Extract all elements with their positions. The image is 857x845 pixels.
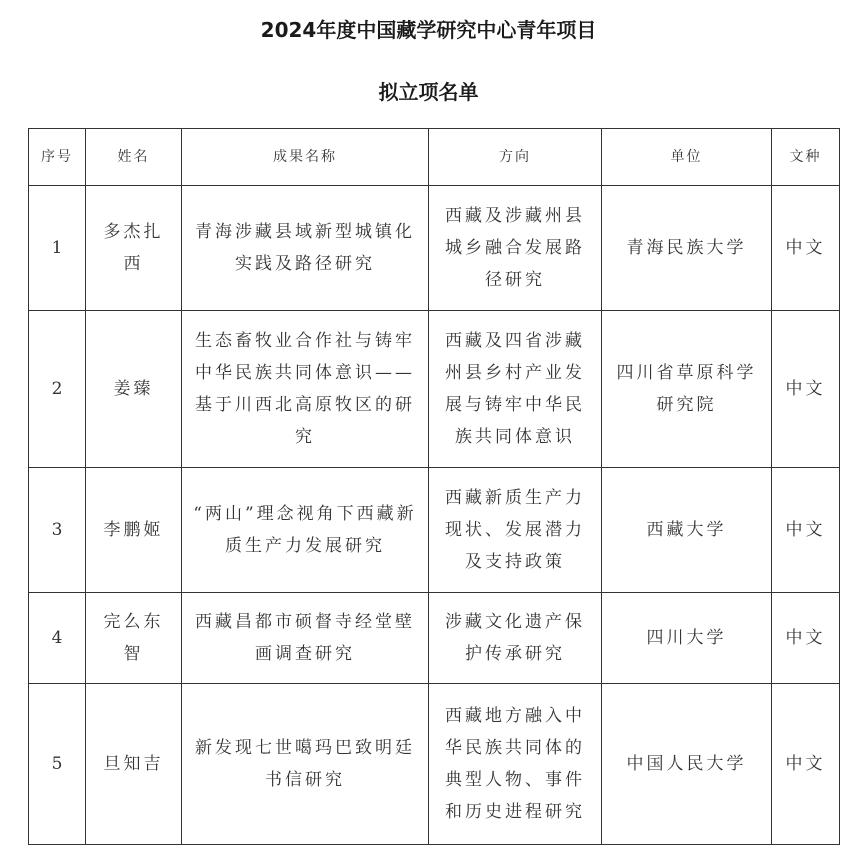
row-no: 2 (29, 311, 86, 468)
header-direction: 方向 (429, 129, 602, 186)
row-unit: 四川大学 (602, 593, 772, 684)
project-table (28, 128, 840, 845)
header-lang: 文种 (772, 129, 840, 186)
row-title: 生态畜牧业合作社与铸牢中华民族共同体意识——基于川西北高原牧区的研究 (182, 311, 429, 468)
table-row (29, 593, 840, 684)
header-title: 成果名称 (182, 129, 429, 186)
header-unit: 单位 (602, 129, 772, 186)
table-row (29, 468, 840, 593)
row-name: 李鹏姬 (86, 468, 182, 593)
row-no: 4 (29, 593, 86, 684)
row-lang: 中文 (772, 593, 840, 684)
row-unit: 西藏大学 (602, 468, 772, 593)
row-direction: 西藏及涉藏州县城乡融合发展路径研究 (429, 186, 602, 311)
row-title: 新发现七世噶玛巴致明廷书信研究 (182, 684, 429, 845)
row-direction: 西藏地方融入中华民族共同体的典型人物、事件和历史进程研究 (429, 684, 602, 845)
row-title: 西藏昌都市硕督寺经堂壁画调查研究 (182, 593, 429, 684)
row-name: 姜臻 (86, 311, 182, 468)
table-header-row (29, 129, 840, 186)
row-lang: 中文 (772, 311, 840, 468)
row-unit: 四川省草原科学研究院 (602, 311, 772, 468)
document-subtitle: 拟立项名单 (378, 80, 479, 104)
row-lang: 中文 (772, 468, 840, 593)
row-name: 完么东智 (86, 593, 182, 684)
row-title: 青海涉藏县域新型城镇化实践及路径研究 (182, 186, 429, 311)
row-unit: 中国人民大学 (602, 684, 772, 845)
table-row (29, 684, 840, 845)
row-direction: 涉藏文化遗产保护传承研究 (429, 593, 602, 684)
table-row (29, 311, 840, 468)
row-unit: 青海民族大学 (602, 186, 772, 311)
header-name: 姓名 (86, 129, 182, 186)
row-name: 旦知吉 (86, 684, 182, 845)
row-name: 多杰扎西 (86, 186, 182, 311)
row-lang: 中文 (772, 684, 840, 845)
table-row (29, 186, 840, 311)
row-no: 1 (29, 186, 86, 311)
row-direction: 西藏及四省涉藏州县乡村产业发展与铸牢中华民族共同体意识 (429, 311, 602, 468)
row-lang: 中文 (772, 186, 840, 311)
row-title: “两山”理念视角下西藏新质生产力发展研究 (182, 468, 429, 593)
row-direction: 西藏新质生产力现状、发展潜力及支持政策 (429, 468, 602, 593)
row-no: 5 (29, 684, 86, 845)
document-title: 2024年度中国藏学研究中心青年项目 (260, 18, 597, 42)
header-no: 序号 (29, 129, 86, 186)
row-no: 3 (29, 468, 86, 593)
